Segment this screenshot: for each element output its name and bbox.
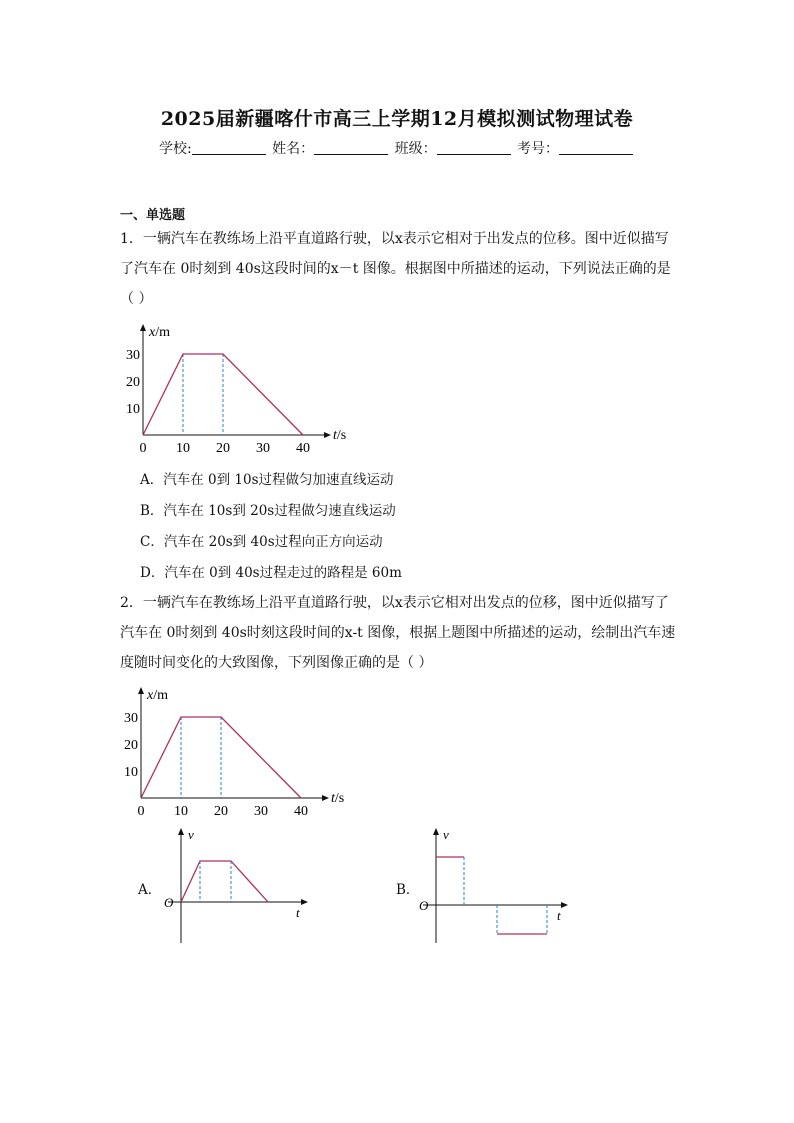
q2-option-b-label[interactable]: B． [396,882,420,898]
school-blank[interactable] [192,140,266,155]
b-origin-label: O [419,898,429,913]
x-axis-arrow-icon [322,795,329,801]
x-tick-label: 30 [254,804,268,818]
x-tick-label: 40 [296,441,310,455]
b-t-label: t [557,908,561,923]
x-tick-label: 20 [214,804,228,818]
q2-option-a-label[interactable]: A． [138,882,162,898]
y-tick-label: 30 [126,348,140,363]
q1-option-c[interactable]: C．汽车在 20s到 40s过程向正方向运动 [140,534,383,550]
class-blank[interactable] [437,140,511,155]
name-label: 姓名： [272,141,315,157]
q2-option-b-graph[interactable] [415,825,575,945]
y-axis-label: x/m [149,325,170,340]
y-axis-arrow-icon [138,687,144,694]
q2-line2: 汽车在 0时刻到 40s时刻这段时间的x-t 图像，根据上题图中所描述的运动，绘制出汽车速 [120,625,676,641]
school-label: 学校: [158,141,192,157]
q1-line2: 了汽车在 0时刻到 40s这段时间的x－t 图像。根据图中所描述的运动，下列说法正确的是 [120,261,671,277]
q2-option-a-graph[interactable] [160,825,315,945]
q2-line1: 2．一辆汽车在教练场上沿平直道路行驶，以x表示它相对出发点的位移，图中近似描写了 [120,595,669,611]
x-tick-label: 0 [137,804,145,818]
y-axis-label: x/m [147,688,168,703]
x-axis-label: t/s [333,428,347,443]
y-tick-label: 10 [126,402,140,417]
a-v-arrow-icon [178,828,184,835]
student-info [0,138,794,158]
x-tick-label: 10 [174,804,188,818]
class-label: 班级： [394,141,437,157]
q2-line3: 度随时间变化的大致图像，下列图像正确的是（ ） [120,655,433,671]
b-v-arrow-icon [433,828,439,835]
a-v-label: v [188,827,194,842]
page-title: 2025届新疆喀什市高三上学期12月模拟测试物理试卷 [160,108,634,130]
q2-xt-chart [118,683,378,818]
q1-option-a[interactable]: A．汽车在 0到 10s过程做匀加速直线运动 [140,472,394,488]
b-t-arrow-icon [561,902,568,908]
a-velocity-curve [181,861,268,902]
x-tick-label: 30 [256,441,270,455]
a-origin-label: O [164,895,174,910]
x-tick-label: 40 [294,804,308,818]
q1-line3: （ ） [120,291,153,307]
a-t-arrow-icon [301,899,308,905]
q1-line1: 1．一辆汽车在教练场上沿平直道路行驶，以x表示它相对于出发点的位移。图中近似描写 [120,231,669,247]
b-v-label: v [443,827,449,842]
x-axis-label: t/s [331,791,345,806]
x-axis-arrow-icon [324,432,331,438]
y-tick-label: 20 [124,738,138,753]
q1-xt-chart [120,320,380,455]
x-tick-label: 10 [176,441,190,455]
q1-option-b[interactable]: B．汽车在 10s到 20s过程做匀速直线运动 [140,503,396,519]
y-tick-label: 10 [124,765,138,780]
x-tick-label: 0 [139,441,147,455]
id-blank[interactable] [559,140,633,155]
y-tick-label: 20 [126,375,140,390]
x-tick-label: 20 [216,441,230,455]
a-t-label: t [296,905,300,920]
q1-option-d[interactable]: D．汽车在 0到 40s过程走过的路程是 60m [140,565,402,581]
id-label: 考号： [517,141,560,157]
y-axis-arrow-icon [140,324,146,331]
name-blank[interactable] [314,140,388,155]
section-title: 一、单选题 [120,208,186,223]
y-tick-label: 30 [124,711,138,726]
